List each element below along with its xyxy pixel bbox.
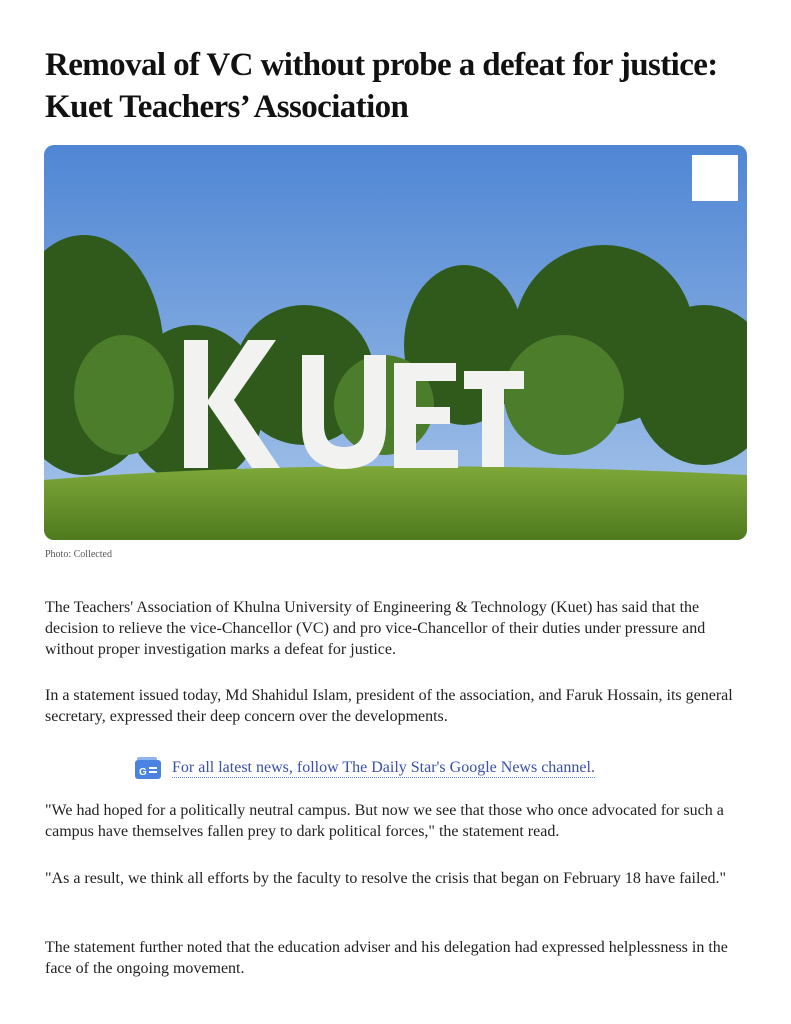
- svg-text:G: G: [139, 767, 147, 778]
- paragraph: The Teachers' Association of Khulna University of Engineering & Technology (Kuet) has said that the decision to relieve the vice-Chancellor (VC) and pro vice-Chancellor of their duties under pressure and without proper investigation marks a defeat for justice.: [45, 599, 706, 658]
- paragraph: "We had hoped for a politically neutral campus. But now we see that those who once advocated for such a campus have themselves fallen prey to dark political forces," the statement read.: [45, 802, 724, 840]
- google-news-link[interactable]: For all latest news, follow The Daily Star's Google News channel.: [172, 759, 595, 776]
- photo-caption: Photo: Collected: [45, 549, 112, 560]
- paragraph: The statement further noted that the education adviser and his delegation had expressed helplessness in the face of the ongoing movement.: [45, 939, 728, 977]
- google-news-icon: [134, 756, 162, 780]
- paragraph: "As a result, we think all efforts by the faculty to resolve the crisis that began on February 18 have failed.": [45, 870, 727, 887]
- article-photo: [44, 145, 747, 540]
- photo-overlay-box: [692, 155, 738, 201]
- article-title: Removal of VC without probe a defeat for justice: Kuet Teachers’ Association: [45, 47, 718, 125]
- google-news-promo[interactable]: [134, 756, 595, 780]
- paragraph: In a statement issued today, Md Shahidul Islam, president of the association, and Faruk Hossain, its general secretary, expressed their deep concern over the developments.: [45, 687, 733, 725]
